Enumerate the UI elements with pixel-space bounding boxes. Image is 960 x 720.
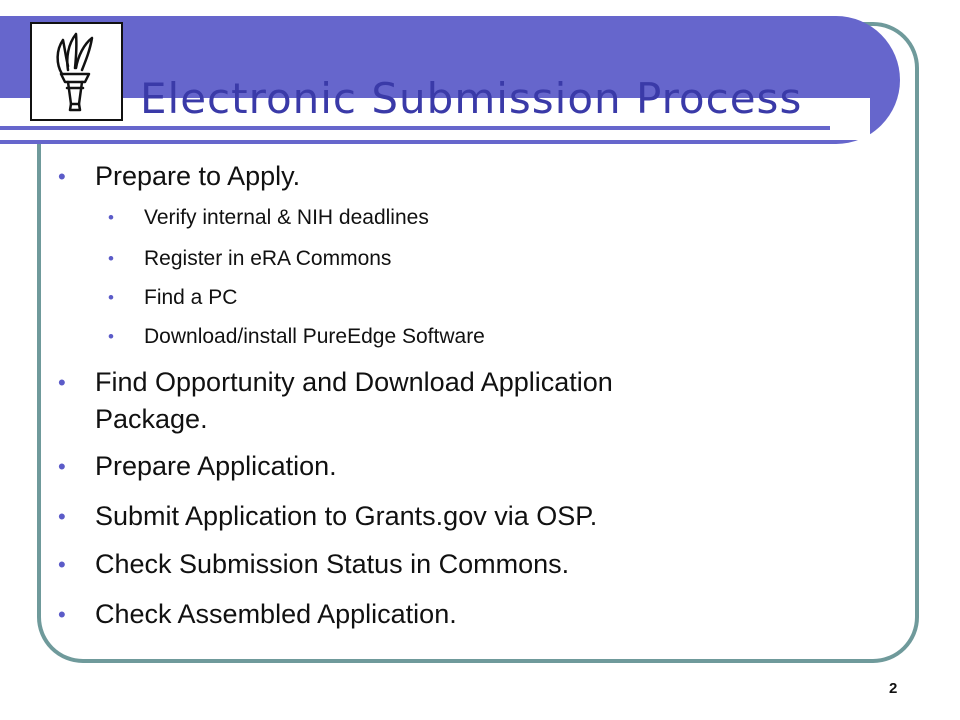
bullet-text: Submit Application to Grants.gov via OSP. xyxy=(95,501,598,531)
bullet-icon: • xyxy=(108,249,114,268)
bullet-icon: • xyxy=(108,208,114,227)
sub-bullet-text: Verify internal & NIH deadlines xyxy=(144,206,429,229)
torch-icon xyxy=(32,24,121,119)
page-title: Electronic Submission Process xyxy=(140,74,803,123)
bullet-text: Check Assembled Application. xyxy=(95,599,457,629)
sub-bullet-text: Find a PC xyxy=(144,286,238,309)
logo xyxy=(30,22,123,121)
bullet-icon: • xyxy=(58,602,66,627)
bullet-icon: • xyxy=(108,288,114,307)
bullet-icon: • xyxy=(58,552,66,577)
bullet-icon: • xyxy=(108,327,114,346)
bullet-text: Find Opportunity and Download Application xyxy=(95,367,613,397)
bullet-icon: • xyxy=(58,454,66,479)
bullet-text: Prepare to Apply. xyxy=(95,161,301,191)
bullet-icon: • xyxy=(58,164,66,189)
bullet-icon: • xyxy=(58,504,66,529)
bullet-text: Prepare Application. xyxy=(95,451,337,481)
bullet-text: Check Submission Status in Commons. xyxy=(95,549,570,579)
title-rule xyxy=(0,126,830,130)
page-number: 2 xyxy=(889,680,898,697)
sub-bullet-text: Register in eRA Commons xyxy=(144,247,392,270)
sub-bullet-text: Download/install PureEdge Software xyxy=(144,325,485,348)
bullet-text-continued: Package. xyxy=(95,404,208,434)
bullet-icon: • xyxy=(58,370,66,395)
